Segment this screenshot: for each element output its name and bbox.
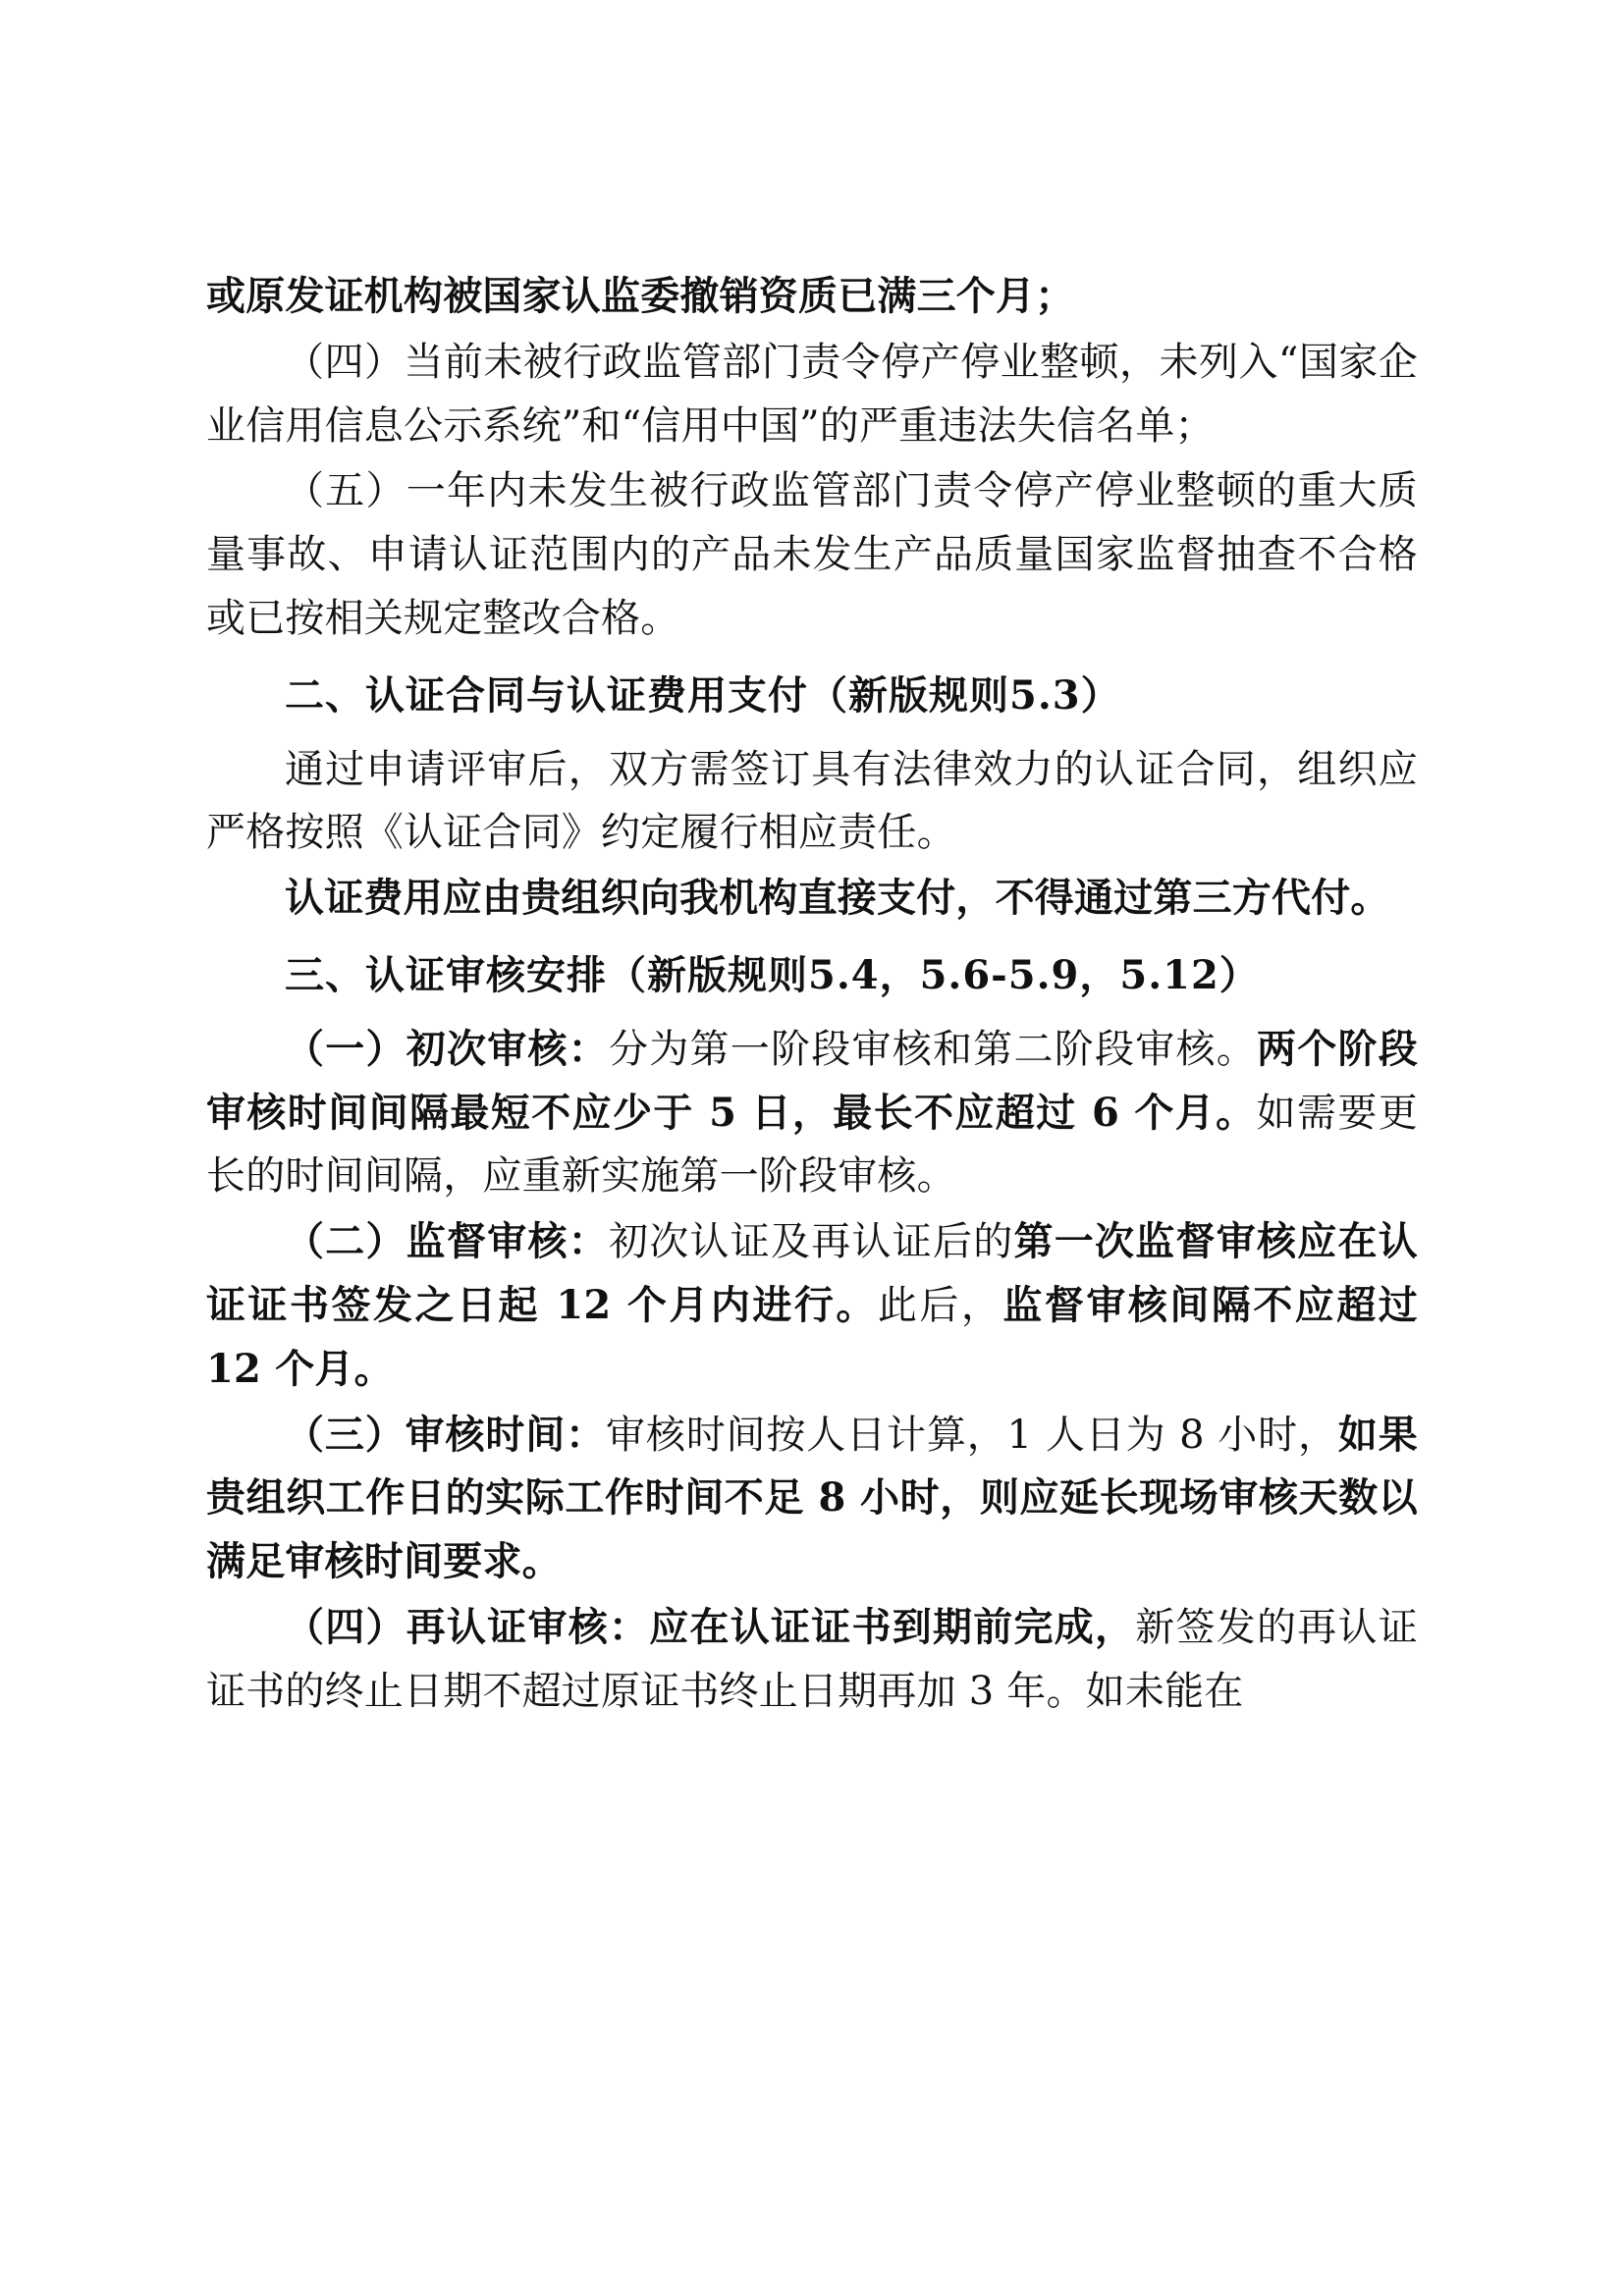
paragraph xyxy=(206,331,1418,458)
text-run: 初次认证及再认证后的 xyxy=(609,1219,1014,1265)
text-run-bold: （三）审核时间： xyxy=(285,1411,606,1458)
paragraph xyxy=(206,1596,1418,1724)
section-heading xyxy=(206,665,1418,728)
text-run-bold: （四）再认证审核： xyxy=(285,1603,650,1650)
text-run-bold: 两个阶段审核时间间隔最短不应少于 5 日，最长不应超过 6 个月。 xyxy=(206,1025,1418,1136)
text-run-bold: 认证费用应由贵组织向我机构直接支付，不得通过第三方代付。 xyxy=(285,875,1390,922)
text-run: 通过申请评审后，双方需签订具有法律效力的认证合同，组织应严格按照《认证合同》约定履行相应责任。 xyxy=(206,746,1418,856)
text-run: （四）当前未被行政监管部门责令停产停业整顿，未列入“国家企业信用信息公示系统”和“信用中国”的严重违法失信名单； xyxy=(206,339,1418,449)
paragraph xyxy=(206,265,1418,329)
text-run-bold: 监督审核间隔不应超过 12 个月。 xyxy=(206,1281,1419,1392)
paragraph xyxy=(206,1210,1418,1401)
text-run-bold: 应在认证证书到期前完成， xyxy=(649,1603,1136,1650)
text-run-bold: 如果贵组织工作日的实际工作时间不足 8 小时，则应延长现场审核天数以满足审核时间要求。 xyxy=(206,1411,1418,1585)
paragraph xyxy=(206,738,1418,866)
text-run-bold: 或原发证机构被国家认监委撤销资质已满三个月； xyxy=(206,273,1075,319)
text-run: 分为第一阶段审核和第二阶段审核。 xyxy=(609,1026,1258,1072)
paragraph xyxy=(206,459,1418,650)
text-run-bold: （二）监督审核： xyxy=(285,1218,610,1265)
text-run: （五）一年内未发生被行政监管部门责令停产停业整顿的重大质量事故、申请认证范围内的产品未发生产品质量国家监督抽查不合格或已按相关规定整改合格。 xyxy=(206,468,1418,641)
text-run-bold: （一）初次审核： xyxy=(285,1025,610,1072)
paragraph xyxy=(206,1018,1418,1208)
text-run: 审核时间按人日计算，1 人日为 8 小时， xyxy=(605,1412,1338,1458)
paragraph xyxy=(206,867,1418,931)
document-body xyxy=(206,265,1418,1724)
text-run: 如需要更长的时间间隔，应重新实施第一阶段审核。 xyxy=(206,1090,1418,1200)
text-run: 此后， xyxy=(877,1282,1003,1328)
paragraph xyxy=(206,1404,1418,1594)
section-heading xyxy=(206,944,1418,1008)
text-run-bold: 第一次监督审核应在认证证书签发之日起 12 个月内进行。 xyxy=(206,1218,1418,1328)
text-run-bold: 三、认证审核安排（新版规则5.4，5.6-5.9，5.12） xyxy=(285,951,1260,998)
text-run: 新签发的再认证证书的终止日期不超过原证书终止日期再加 3 年。如未能在 xyxy=(206,1604,1418,1714)
text-run-bold: 二、认证合同与认证费用支付（新版规则5.3） xyxy=(285,671,1121,719)
